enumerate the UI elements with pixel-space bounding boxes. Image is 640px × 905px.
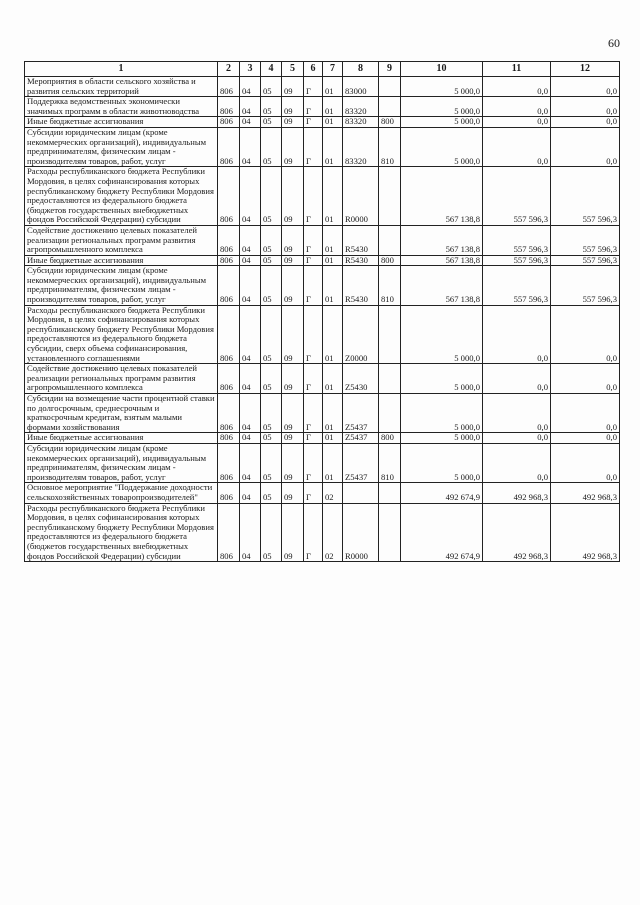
column-header: 1 bbox=[25, 62, 218, 77]
code-direction-cell: R5430 bbox=[343, 225, 379, 255]
amount-year2-cell: 492 968,3 bbox=[483, 483, 551, 503]
code-glava-cell: 806 bbox=[218, 443, 240, 482]
code-subprogram-cell: Г bbox=[304, 255, 323, 266]
amount-year3-cell: 557 596,3 bbox=[551, 225, 620, 255]
code-subprogram-cell: Г bbox=[304, 167, 323, 226]
code-podrazdel-cell: 05 bbox=[261, 225, 282, 255]
amount-year2-cell: 557 596,3 bbox=[483, 255, 551, 266]
table-row bbox=[25, 127, 620, 166]
code-glava-cell: 806 bbox=[218, 117, 240, 128]
code-expense-type-cell bbox=[379, 305, 401, 364]
row-name-cell: Иные бюджетные ассигнования bbox=[25, 433, 218, 444]
row-name-cell: Основное мероприятие "Поддержание доходности сельскохозяйственных товаропроизводителей" bbox=[25, 483, 218, 503]
code-razdel-cell: 04 bbox=[240, 225, 261, 255]
code-direction-cell: 83000 bbox=[343, 77, 379, 97]
amount-year1-cell: 5 000,0 bbox=[401, 364, 483, 394]
code-glava-cell: 806 bbox=[218, 266, 240, 305]
amount-year3-cell: 0,0 bbox=[551, 443, 620, 482]
table-row bbox=[25, 433, 620, 444]
code-razdel-cell: 04 bbox=[240, 77, 261, 97]
code-subprogram-cell: Г bbox=[304, 503, 323, 562]
amount-year1-cell: 5 000,0 bbox=[401, 443, 483, 482]
code-program-cell: 09 bbox=[282, 443, 304, 482]
code-expense-type-cell bbox=[379, 167, 401, 226]
amount-year2-cell: 0,0 bbox=[483, 443, 551, 482]
amount-year1-cell: 5 000,0 bbox=[401, 97, 483, 117]
code-event-cell: 01 bbox=[323, 167, 343, 226]
amount-year1-cell: 567 138,8 bbox=[401, 225, 483, 255]
column-header: 4 bbox=[261, 62, 282, 77]
code-expense-type-cell bbox=[379, 483, 401, 503]
code-glava-cell: 806 bbox=[218, 364, 240, 394]
column-header: 9 bbox=[379, 62, 401, 77]
amount-year3-cell: 0,0 bbox=[551, 364, 620, 394]
code-expense-type-cell bbox=[379, 364, 401, 394]
code-program-cell: 09 bbox=[282, 503, 304, 562]
code-glava-cell: 806 bbox=[218, 225, 240, 255]
code-event-cell: 01 bbox=[323, 127, 343, 166]
code-direction-cell bbox=[343, 483, 379, 503]
row-name-cell: Поддержка ведомственных экономически значимых программ в области животноводства bbox=[25, 97, 218, 117]
amount-year2-cell: 0,0 bbox=[483, 77, 551, 97]
amount-year3-cell: 0,0 bbox=[551, 127, 620, 166]
code-expense-type-cell: 810 bbox=[379, 266, 401, 305]
code-expense-type-cell: 810 bbox=[379, 443, 401, 482]
code-program-cell: 09 bbox=[282, 394, 304, 433]
amount-year2-cell: 0,0 bbox=[483, 433, 551, 444]
code-program-cell: 09 bbox=[282, 255, 304, 266]
code-direction-cell: Z0000 bbox=[343, 305, 379, 364]
code-expense-type-cell: 800 bbox=[379, 255, 401, 266]
code-podrazdel-cell: 05 bbox=[261, 483, 282, 503]
code-program-cell: 09 bbox=[282, 364, 304, 394]
code-razdel-cell: 04 bbox=[240, 483, 261, 503]
amount-year2-cell: 557 596,3 bbox=[483, 225, 551, 255]
code-expense-type-cell bbox=[379, 97, 401, 117]
amount-year1-cell: 567 138,8 bbox=[401, 255, 483, 266]
row-name-cell: Расходы республиканского бюджета Республики Мордовия, в целях софинансирования которых республиканскому бюджету Республики Мордовия предоставляются из федерального бюджета субсидии, сверх объема софинансирования, установленного соглашениями bbox=[25, 305, 218, 364]
column-header: 3 bbox=[240, 62, 261, 77]
amount-year1-cell: 5 000,0 bbox=[401, 77, 483, 97]
code-razdel-cell: 04 bbox=[240, 364, 261, 394]
table-row bbox=[25, 77, 620, 97]
code-program-cell: 09 bbox=[282, 77, 304, 97]
code-razdel-cell: 04 bbox=[240, 394, 261, 433]
amount-year1-cell: 5 000,0 bbox=[401, 127, 483, 166]
amount-year2-cell: 0,0 bbox=[483, 364, 551, 394]
code-podrazdel-cell: 05 bbox=[261, 266, 282, 305]
column-header: 7 bbox=[323, 62, 343, 77]
row-name-cell: Мероприятия в области сельского хозяйства и развития сельских территорий bbox=[25, 77, 218, 97]
code-subprogram-cell: Г bbox=[304, 305, 323, 364]
code-program-cell: 09 bbox=[282, 483, 304, 503]
row-name-cell: Иные бюджетные ассигнования bbox=[25, 117, 218, 128]
code-glava-cell: 806 bbox=[218, 394, 240, 433]
row-name-cell: Иные бюджетные ассигнования bbox=[25, 255, 218, 266]
code-glava-cell: 806 bbox=[218, 77, 240, 97]
code-direction-cell: Z5437 bbox=[343, 443, 379, 482]
code-event-cell: 01 bbox=[323, 443, 343, 482]
code-event-cell: 01 bbox=[323, 433, 343, 444]
code-podrazdel-cell: 05 bbox=[261, 77, 282, 97]
table-row bbox=[25, 167, 620, 226]
code-event-cell: 01 bbox=[323, 394, 343, 433]
table-row bbox=[25, 117, 620, 128]
table-row bbox=[25, 255, 620, 266]
code-razdel-cell: 04 bbox=[240, 503, 261, 562]
amount-year1-cell: 5 000,0 bbox=[401, 305, 483, 364]
amount-year2-cell: 0,0 bbox=[483, 97, 551, 117]
code-event-cell: 02 bbox=[323, 503, 343, 562]
code-expense-type-cell: 800 bbox=[379, 433, 401, 444]
code-program-cell: 09 bbox=[282, 97, 304, 117]
column-header: 6 bbox=[304, 62, 323, 77]
code-program-cell: 09 bbox=[282, 117, 304, 128]
code-direction-cell: Z5437 bbox=[343, 433, 379, 444]
code-event-cell: 01 bbox=[323, 305, 343, 364]
code-glava-cell: 806 bbox=[218, 483, 240, 503]
table-body bbox=[25, 77, 620, 562]
code-subprogram-cell: Г bbox=[304, 443, 323, 482]
code-event-cell: 01 bbox=[323, 225, 343, 255]
amount-year3-cell: 492 968,3 bbox=[551, 503, 620, 562]
amount-year2-cell: 492 968,3 bbox=[483, 503, 551, 562]
amount-year1-cell: 492 674,9 bbox=[401, 503, 483, 562]
amount-year3-cell: 0,0 bbox=[551, 97, 620, 117]
code-expense-type-cell bbox=[379, 503, 401, 562]
amount-year3-cell: 0,0 bbox=[551, 117, 620, 128]
code-expense-type-cell: 810 bbox=[379, 127, 401, 166]
table-row bbox=[25, 266, 620, 305]
row-name-cell: Содействие достижению целевых показателей реализации региональных программ развития агропромышленного комплекса bbox=[25, 364, 218, 394]
code-razdel-cell: 04 bbox=[240, 117, 261, 128]
code-razdel-cell: 04 bbox=[240, 127, 261, 166]
code-event-cell: 01 bbox=[323, 77, 343, 97]
amount-year3-cell: 557 596,3 bbox=[551, 255, 620, 266]
code-direction-cell: 83320 bbox=[343, 117, 379, 128]
table-row bbox=[25, 225, 620, 255]
amount-year1-cell: 492 674,9 bbox=[401, 483, 483, 503]
amount-year2-cell: 0,0 bbox=[483, 305, 551, 364]
table-row bbox=[25, 305, 620, 364]
code-podrazdel-cell: 05 bbox=[261, 97, 282, 117]
amount-year3-cell: 0,0 bbox=[551, 394, 620, 433]
code-event-cell: 01 bbox=[323, 364, 343, 394]
table-row bbox=[25, 394, 620, 433]
page-number: 60 bbox=[608, 36, 620, 50]
row-name-cell: Субсидии на возмещение части процентной ставки по долгосрочным, среднесрочным и краткосрочным кредитам, взятым малыми формами хозяйствования bbox=[25, 394, 218, 433]
code-razdel-cell: 04 bbox=[240, 97, 261, 117]
code-podrazdel-cell: 05 bbox=[261, 394, 282, 433]
code-expense-type-cell bbox=[379, 394, 401, 433]
code-program-cell: 09 bbox=[282, 266, 304, 305]
code-program-cell: 09 bbox=[282, 225, 304, 255]
amount-year2-cell: 0,0 bbox=[483, 127, 551, 166]
code-program-cell: 09 bbox=[282, 127, 304, 166]
code-podrazdel-cell: 05 bbox=[261, 443, 282, 482]
amount-year3-cell: 557 596,3 bbox=[551, 266, 620, 305]
code-event-cell: 01 bbox=[323, 117, 343, 128]
amount-year2-cell: 557 596,3 bbox=[483, 167, 551, 226]
column-header: 12 bbox=[551, 62, 620, 77]
table-header-row bbox=[25, 62, 620, 77]
code-subprogram-cell: Г bbox=[304, 266, 323, 305]
code-direction-cell: R0000 bbox=[343, 167, 379, 226]
code-podrazdel-cell: 05 bbox=[261, 117, 282, 128]
code-glava-cell: 806 bbox=[218, 433, 240, 444]
code-event-cell: 01 bbox=[323, 255, 343, 266]
code-program-cell: 09 bbox=[282, 305, 304, 364]
code-subprogram-cell: Г bbox=[304, 127, 323, 166]
code-glava-cell: 806 bbox=[218, 167, 240, 226]
code-program-cell: 09 bbox=[282, 433, 304, 444]
code-direction-cell: R0000 bbox=[343, 503, 379, 562]
code-glava-cell: 806 bbox=[218, 97, 240, 117]
amount-year1-cell: 5 000,0 bbox=[401, 433, 483, 444]
code-direction-cell: Z5437 bbox=[343, 394, 379, 433]
code-subprogram-cell: Г bbox=[304, 225, 323, 255]
code-subprogram-cell: Г bbox=[304, 483, 323, 503]
column-header: 5 bbox=[282, 62, 304, 77]
amount-year2-cell: 557 596,3 bbox=[483, 266, 551, 305]
amount-year3-cell: 0,0 bbox=[551, 433, 620, 444]
code-podrazdel-cell: 05 bbox=[261, 127, 282, 166]
code-podrazdel-cell: 05 bbox=[261, 255, 282, 266]
amount-year1-cell: 5 000,0 bbox=[401, 117, 483, 128]
column-header: 11 bbox=[483, 62, 551, 77]
budget-table bbox=[24, 61, 620, 562]
table-row bbox=[25, 503, 620, 562]
code-event-cell: 01 bbox=[323, 97, 343, 117]
code-razdel-cell: 04 bbox=[240, 443, 261, 482]
code-subprogram-cell: Г bbox=[304, 97, 323, 117]
amount-year2-cell: 0,0 bbox=[483, 117, 551, 128]
amount-year3-cell: 492 968,3 bbox=[551, 483, 620, 503]
code-event-cell: 02 bbox=[323, 483, 343, 503]
column-header: 10 bbox=[401, 62, 483, 77]
row-name-cell: Расходы республиканского бюджета Республики Мордовия, в целях софинансирования которых республиканскому бюджету Республики Мордовия предоставляются из федерального бюджета (бюджетов государственных внебюджетных фондов Российской Федерации) субсидии bbox=[25, 503, 218, 562]
code-subprogram-cell: Г bbox=[304, 117, 323, 128]
code-razdel-cell: 04 bbox=[240, 167, 261, 226]
code-direction-cell: R5430 bbox=[343, 255, 379, 266]
row-name-cell: Субсидии юридическим лицам (кроме некоммерческих организаций), индивидуальным предпринимателям, физическим лицам - производителям товаров, работ, услуг bbox=[25, 127, 218, 166]
amount-year1-cell: 5 000,0 bbox=[401, 394, 483, 433]
row-name-cell: Субсидии юридическим лицам (кроме некоммерческих организаций), индивидуальным предпринимателям, физическим лицам - производителям товаров, работ, услуг bbox=[25, 443, 218, 482]
code-podrazdel-cell: 05 bbox=[261, 433, 282, 444]
column-header: 2 bbox=[218, 62, 240, 77]
code-podrazdel-cell: 05 bbox=[261, 167, 282, 226]
code-podrazdel-cell: 05 bbox=[261, 305, 282, 364]
column-header: 8 bbox=[343, 62, 379, 77]
code-glava-cell: 806 bbox=[218, 255, 240, 266]
code-glava-cell: 806 bbox=[218, 503, 240, 562]
row-name-cell: Содействие достижению целевых показателей реализации региональных программ развития агропромышленного комплекса bbox=[25, 225, 218, 255]
code-razdel-cell: 04 bbox=[240, 433, 261, 444]
table-row bbox=[25, 97, 620, 117]
code-razdel-cell: 04 bbox=[240, 305, 261, 364]
code-expense-type-cell bbox=[379, 225, 401, 255]
table-row bbox=[25, 483, 620, 503]
code-subprogram-cell: Г bbox=[304, 364, 323, 394]
code-subprogram-cell: Г bbox=[304, 433, 323, 444]
row-name-cell: Субсидии юридическим лицам (кроме некоммерческих организаций), индивидуальным предпринимателям, физическим лицам - производителям товаров, работ, услуг bbox=[25, 266, 218, 305]
amount-year3-cell: 0,0 bbox=[551, 77, 620, 97]
code-razdel-cell: 04 bbox=[240, 255, 261, 266]
code-podrazdel-cell: 05 bbox=[261, 503, 282, 562]
code-podrazdel-cell: 05 bbox=[261, 364, 282, 394]
amount-year3-cell: 0,0 bbox=[551, 305, 620, 364]
table-row bbox=[25, 443, 620, 482]
code-direction-cell: Z5430 bbox=[343, 364, 379, 394]
code-event-cell: 01 bbox=[323, 266, 343, 305]
code-expense-type-cell bbox=[379, 77, 401, 97]
code-direction-cell: 83320 bbox=[343, 97, 379, 117]
amount-year3-cell: 557 596,3 bbox=[551, 167, 620, 226]
code-program-cell: 09 bbox=[282, 167, 304, 226]
code-direction-cell: 83320 bbox=[343, 127, 379, 166]
amount-year1-cell: 567 138,8 bbox=[401, 266, 483, 305]
code-subprogram-cell: Г bbox=[304, 394, 323, 433]
amount-year1-cell: 567 138,8 bbox=[401, 167, 483, 226]
table-row bbox=[25, 364, 620, 394]
row-name-cell: Расходы республиканского бюджета Республики Мордовия, в целях софинансирования которых республиканскому бюджету Республики Мордовия предоставляются из федерального бюджета (бюджетов государственных внебюджетных фондов Российской Федерации) субсидии bbox=[25, 167, 218, 226]
code-subprogram-cell: Г bbox=[304, 77, 323, 97]
code-direction-cell: R5430 bbox=[343, 266, 379, 305]
amount-year2-cell: 0,0 bbox=[483, 394, 551, 433]
code-glava-cell: 806 bbox=[218, 305, 240, 364]
code-glava-cell: 806 bbox=[218, 127, 240, 166]
code-razdel-cell: 04 bbox=[240, 266, 261, 305]
code-expense-type-cell: 800 bbox=[379, 117, 401, 128]
